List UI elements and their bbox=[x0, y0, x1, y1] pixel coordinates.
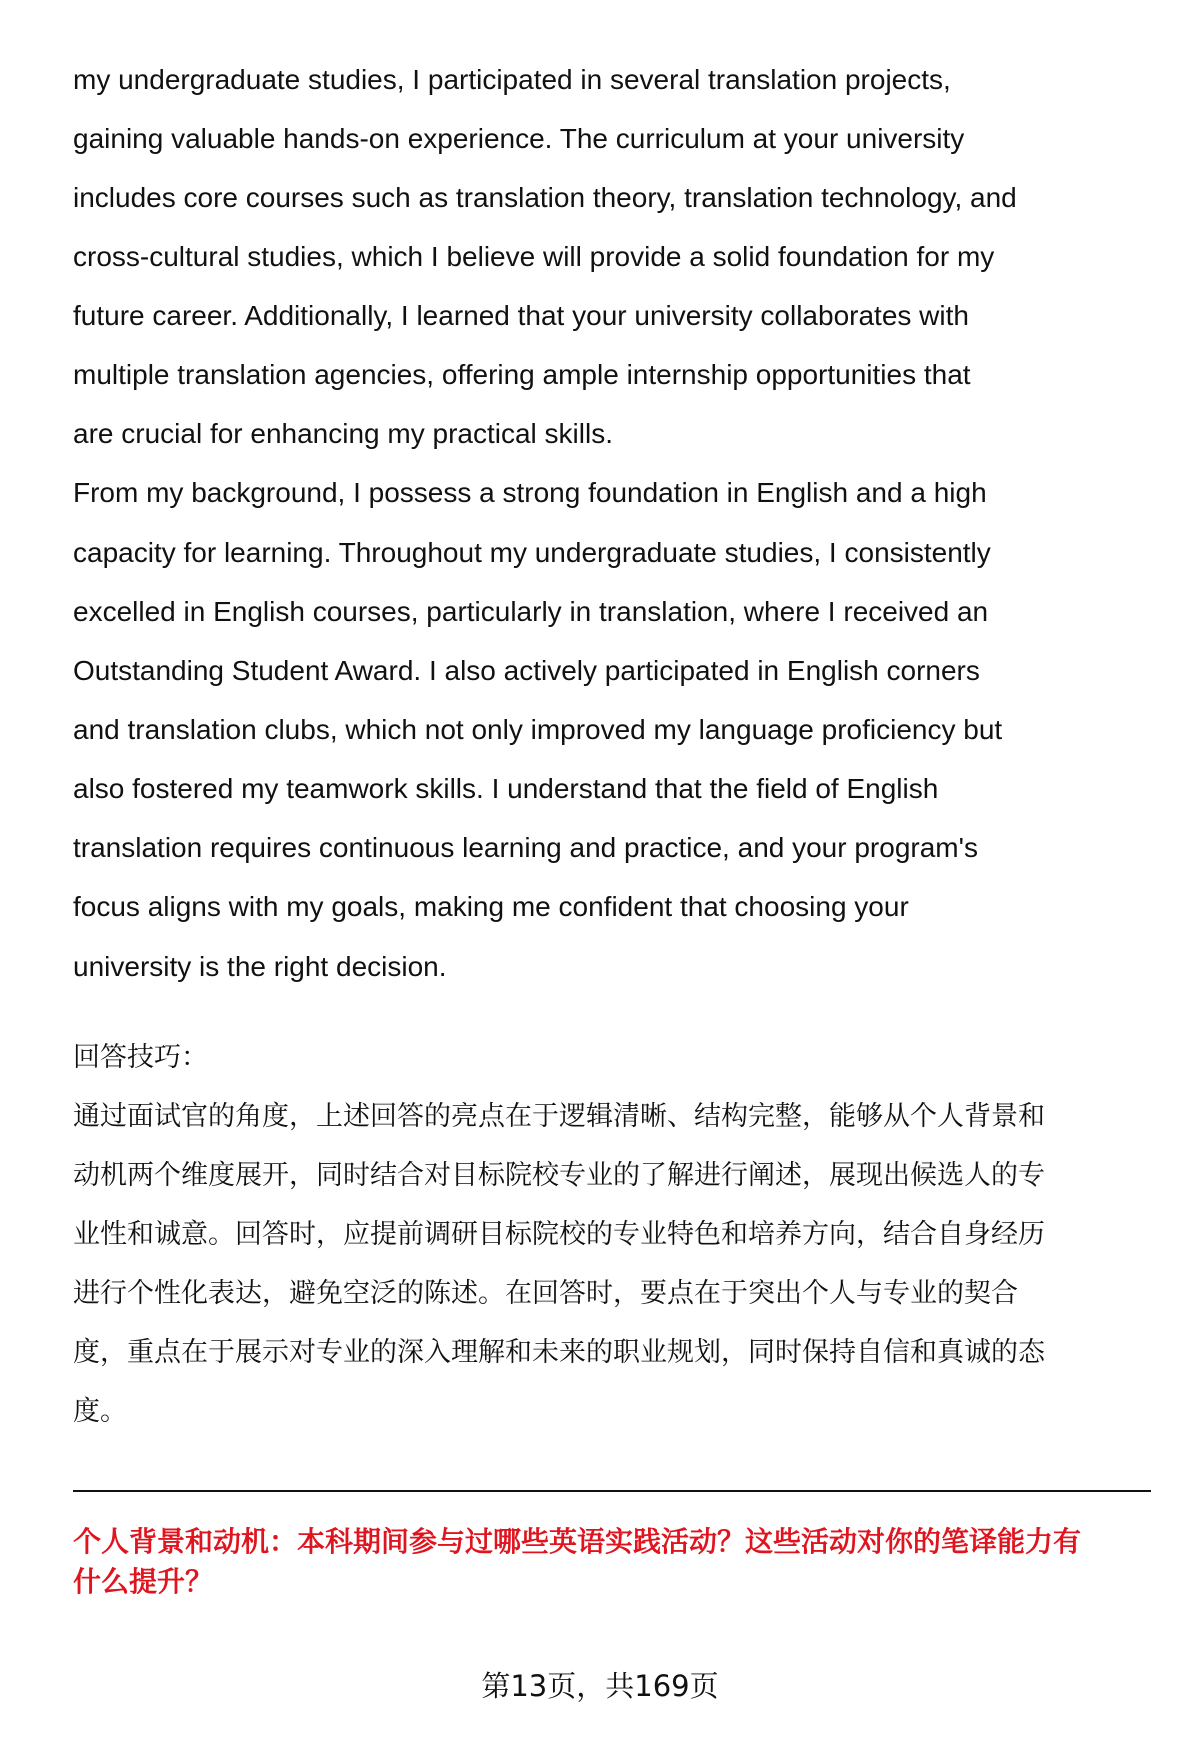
paragraph2-line: and translation clubs, which not only improved my language proficiency but bbox=[73, 714, 1003, 745]
paragraph2-line: From my background, I possess a strong foundation in English and a high bbox=[73, 477, 987, 508]
paragraph2-line: capacity for learning. Throughout my undergraduate studies, I consistently bbox=[73, 537, 991, 568]
paragraph1-line: are crucial for enhancing my practical skills. bbox=[73, 418, 613, 449]
tips-line: 通过面试官的角度，上述回答的亮点在于逻辑清晰、结构完整，能够从个人背景和 bbox=[73, 1101, 1045, 1132]
paragraph2-line: also fostered my teamwork skills. I understand that the field of English bbox=[73, 773, 939, 804]
tips-line: 度，重点在于展示对专业的深入理解和未来的职业规划，同时保持自信和真诚的态 bbox=[73, 1337, 1045, 1368]
paragraph1-line: my undergraduate studies, I participated in several translation projects, bbox=[73, 64, 951, 95]
page-number: 第13页，共169页 bbox=[481, 1669, 719, 1703]
paragraph2-line: translation requires continuous learning and practice, and your program's bbox=[73, 832, 978, 863]
paragraph1-line: multiple translation agencies, offering ample internship opportunities that bbox=[73, 359, 971, 390]
paragraph2-line: focus aligns with my goals, making me confident that choosing your bbox=[73, 891, 909, 922]
paragraph1-line: future career. Additionally, I learned that your university collaborates with bbox=[73, 300, 969, 331]
tips-line: 度。 bbox=[73, 1396, 127, 1427]
paragraph2-line: university is the right decision. bbox=[73, 951, 447, 982]
paragraph2-line: Outstanding Student Award. I also actively participated in English corners bbox=[73, 655, 980, 686]
tips-line: 动机两个维度展开，同时结合对目标院校专业的了解进行阐述，展现出候选人的专 bbox=[73, 1160, 1045, 1191]
next-question-line: 什么提升？ bbox=[73, 1565, 214, 1598]
paragraph1-line: gaining valuable hands-on experience. The curriculum at your university bbox=[73, 123, 965, 154]
tips-line: 进行个性化表达，避免空泛的陈述。在回答时，要点在于突出个人与专业的契合 bbox=[73, 1278, 1018, 1309]
tips-line: 业性和诚意。回答时，应提前调研目标院校的专业特色和培养方向，结合自身经历 bbox=[73, 1219, 1045, 1250]
tips-heading: 回答技巧： bbox=[73, 1042, 208, 1073]
paragraph1-line: includes core courses such as translation theory, translation technology, and bbox=[73, 182, 1017, 213]
section-divider bbox=[73, 1490, 1151, 1492]
paragraph2-line: excelled in English courses, particularly in translation, where I received an bbox=[73, 596, 989, 627]
paragraph1-line: cross-cultural studies, which I believe will provide a solid foundation for my bbox=[73, 241, 995, 272]
next-question-line: 个人背景和动机：本科期间参与过哪些英语实践活动？这些活动对你的笔译能力有 bbox=[73, 1525, 1082, 1558]
